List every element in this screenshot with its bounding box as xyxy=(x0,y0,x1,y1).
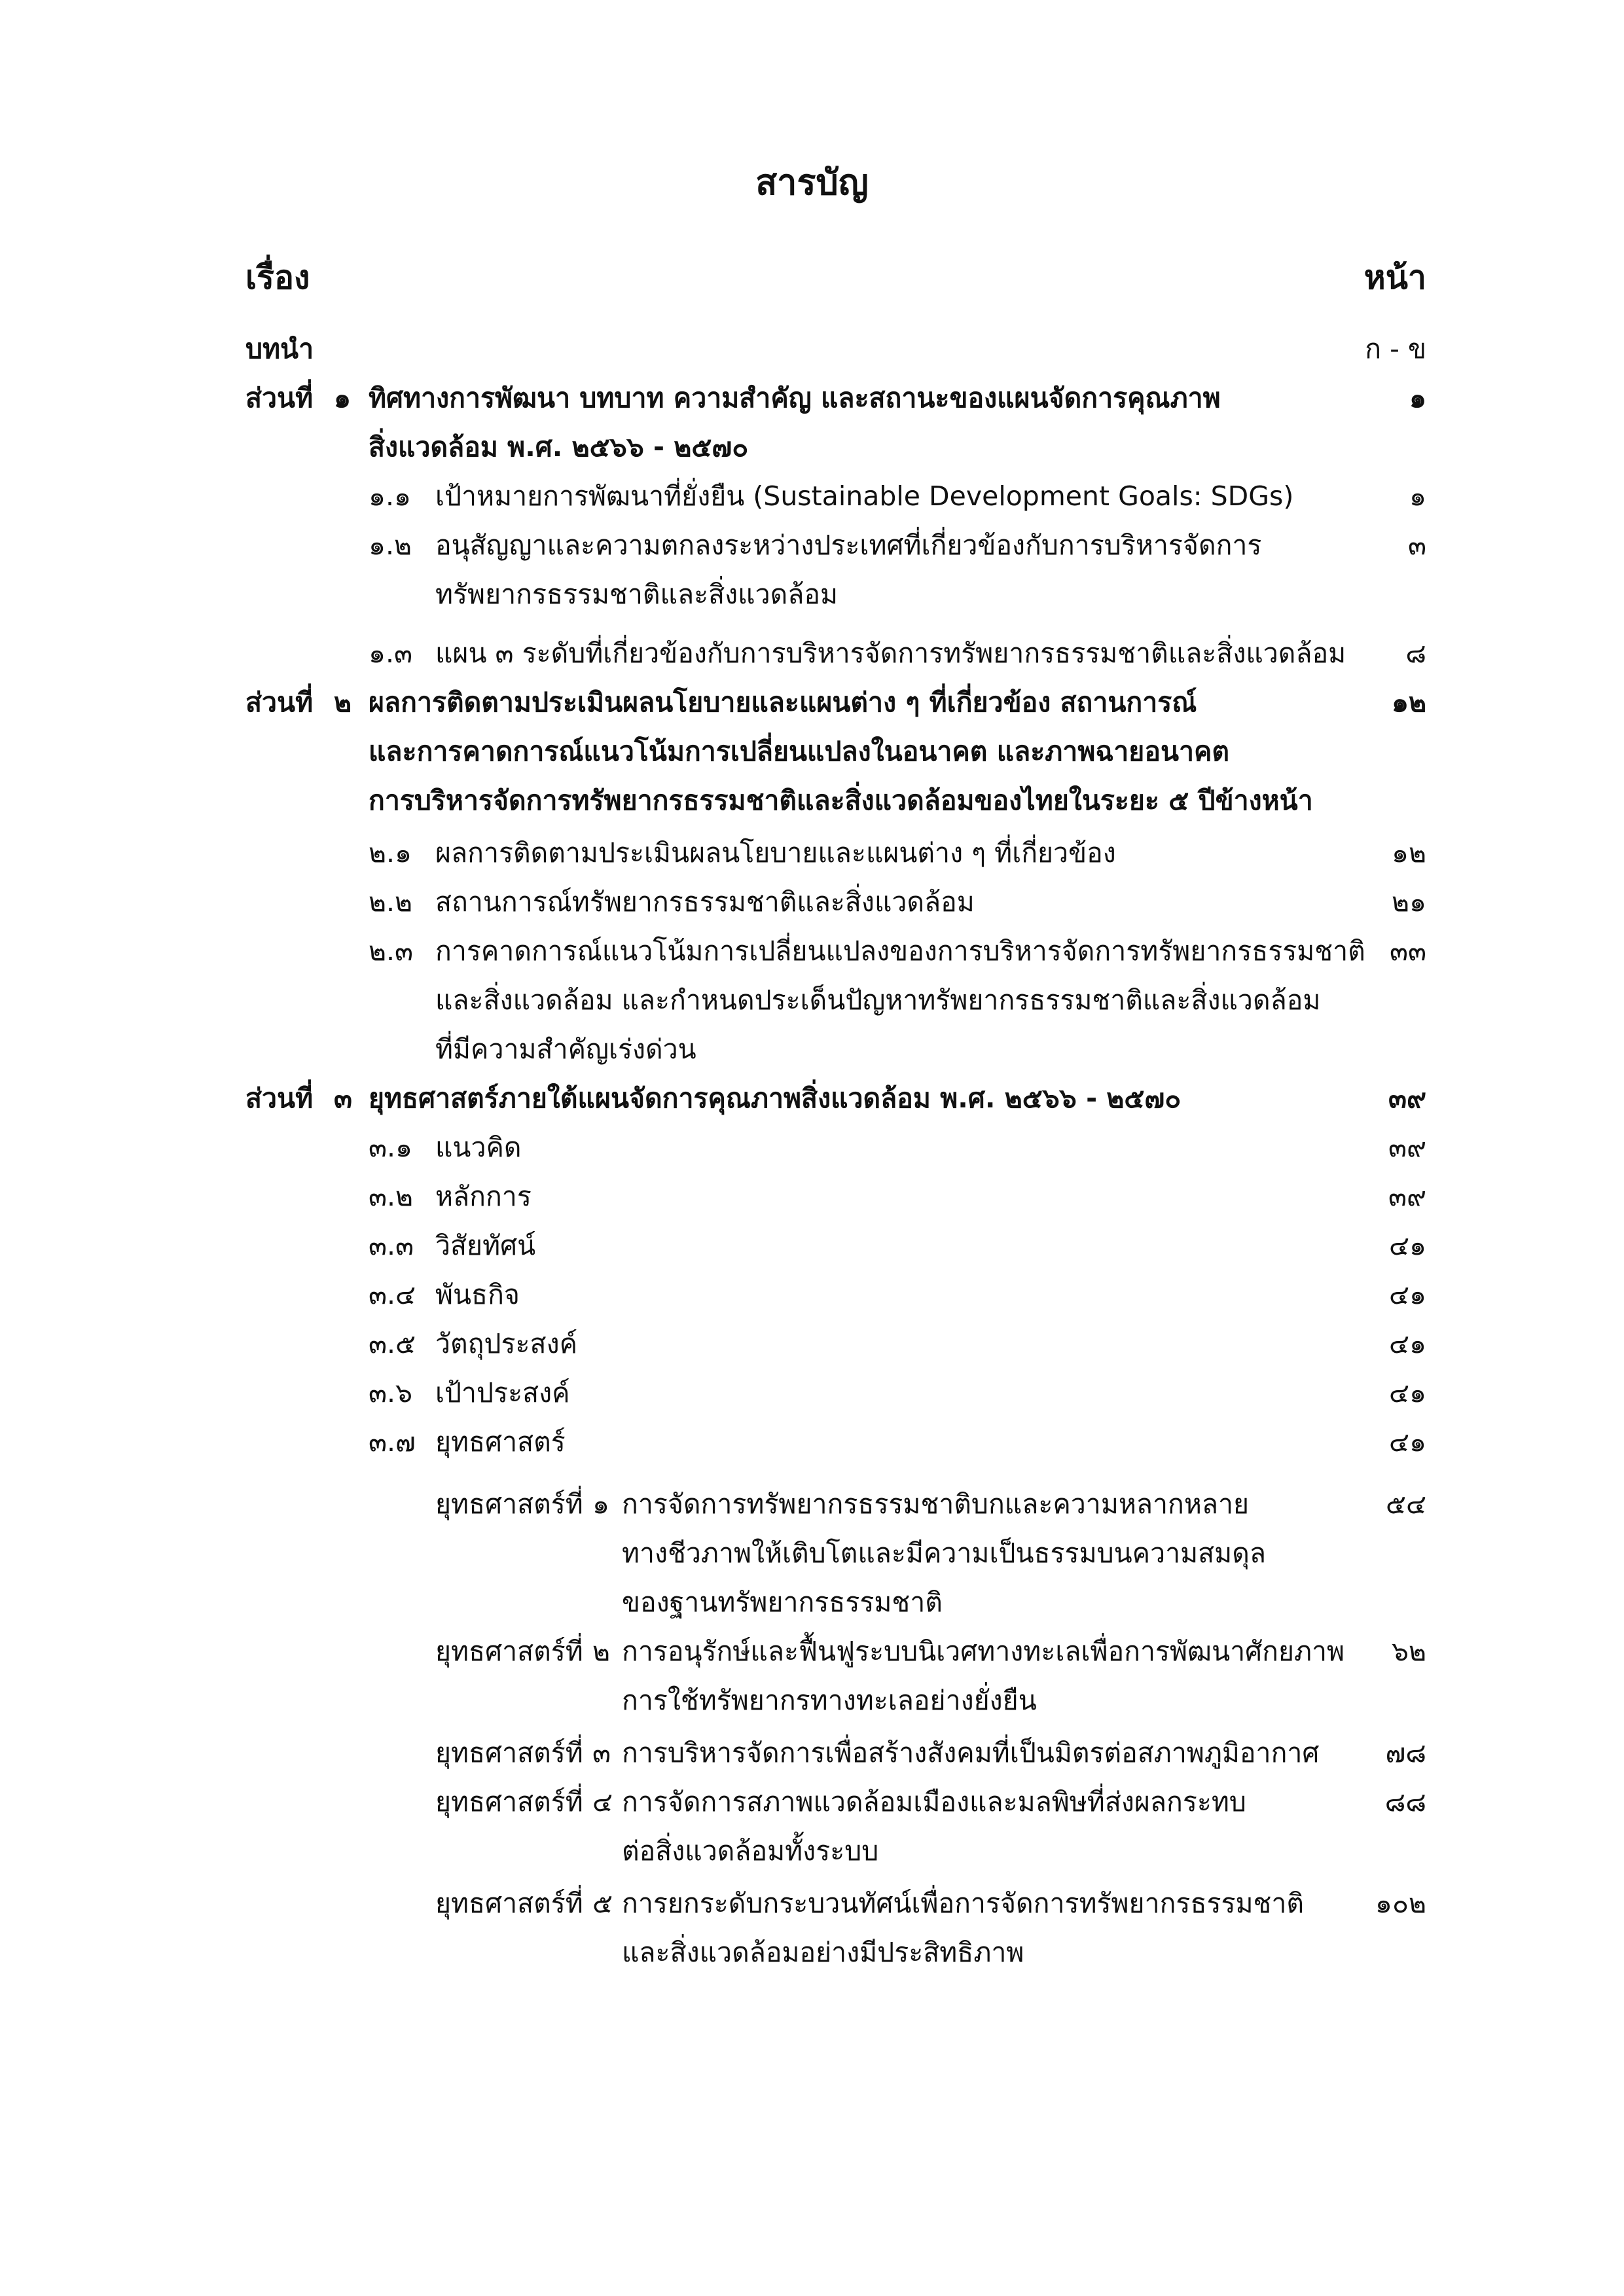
entry-title-line: การจัดการสภาพแวดล้อมเมืองและมลพิษที่ส่งผลกระทบ xyxy=(622,1786,1246,1818)
entry-title-line: อนุสัญญาและความตกลงระหว่างประเทศที่เกี่ยวข้องกับการบริหารจัดการ xyxy=(435,529,1262,561)
page-number: ๕๔ xyxy=(1385,1488,1426,1520)
page-number: ๘๘ xyxy=(1384,1786,1426,1818)
page-title: สารบัญ xyxy=(755,162,869,203)
page-number: ๓๙ xyxy=(1388,1181,1426,1212)
entry-title-line: แนวคิด xyxy=(435,1132,522,1163)
entry-label: บทนำ xyxy=(245,333,314,365)
entry-number: ๓.๕ xyxy=(369,1328,416,1359)
entry-title-line: ยุทธศาสตร์ภายใต้แผนจัดการคุณภาพสิ่งแวดล้อม พ.ศ. ๒๕๖๖ - ๒๕๗๐ xyxy=(369,1083,1182,1114)
entry-title-line: แผน ๓ ระดับที่เกี่ยวข้องกับการบริหารจัดการทรัพยากรธรรมชาติและสิ่งแวดล้อม xyxy=(435,637,1346,669)
entry-title-line: การยกระดับกระบวนทัศน์เพื่อการจัดการทรัพยากรธรรมชาติ xyxy=(622,1888,1305,1919)
page-number: ก - ข xyxy=(1365,333,1426,365)
entry-title-line: ทิศทางการพัฒนา บทบาท ความสำคัญ และสถานะของแผนจัดการคุณภาพ xyxy=(369,382,1221,414)
page-number: ๑๒ xyxy=(1391,837,1426,869)
strategy-label: ยุทธศาสตร์ที่ xyxy=(435,1737,583,1768)
entry-number: ๓.๗ xyxy=(369,1426,416,1458)
strategy-number: ๕ xyxy=(592,1888,613,1919)
entry-title-line: การจัดการทรัพยากรธรรมชาติบกและความหลากหลาย xyxy=(622,1488,1250,1520)
strategy-number: ๔ xyxy=(592,1786,613,1818)
entry-number: ๓.๓ xyxy=(369,1230,414,1261)
entry-title-line: การบริหารจัดการเพื่อสร้างสังคมที่เป็นมิตรต่อสภาพภูมิอากาศ xyxy=(622,1737,1320,1768)
strategy-label: ยุทธศาสตร์ที่ xyxy=(435,1888,583,1919)
page-number: ๖๒ xyxy=(1391,1636,1426,1667)
entry-number: ๒ xyxy=(334,687,352,718)
entry-title-line: และสิ่งแวดล้อม และกำหนดประเด็นปัญหาทรัพยากรธรรมชาติและสิ่งแวดล้อม xyxy=(435,984,1321,1016)
page-number: ๒๑ xyxy=(1391,886,1426,918)
strategy-label: ยุทธศาสตร์ที่ xyxy=(435,1786,583,1818)
page-number: ๓๙ xyxy=(1388,1083,1426,1114)
page-number: ๑ xyxy=(1409,382,1426,414)
entry-number: ๓ xyxy=(334,1083,353,1114)
page-number: ๔๑ xyxy=(1388,1426,1426,1458)
entry-title-line: พันธกิจ xyxy=(435,1279,520,1310)
entry-label: ส่วนที่ xyxy=(245,382,314,414)
entry-title-line: ผลการติดตามประเมินผลนโยบายและแผนต่าง ๆ ที่เกี่ยวข้อง xyxy=(435,837,1116,869)
column-header-topic: เรื่อง xyxy=(245,259,310,296)
entry-number: ๑.๓ xyxy=(369,637,413,669)
strategy-number: ๓ xyxy=(592,1737,611,1768)
entry-number: ๑ xyxy=(334,382,352,414)
page-number: ๔๑ xyxy=(1388,1279,1426,1310)
page-number: ๗๘ xyxy=(1385,1737,1426,1768)
strategy-label: ยุทธศาสตร์ที่ xyxy=(435,1488,583,1520)
entry-title-line: เป้าประสงค์ xyxy=(435,1377,570,1408)
entry-title-line: การคาดการณ์แนวโน้มการเปลี่ยนแปลงของการบริหารจัดการทรัพยากรธรรมชาติ xyxy=(435,935,1365,967)
entry-title-line: เป้าหมายการพัฒนาที่ยั่งยืน (Sustainable Development Goals: SDGs) xyxy=(435,480,1294,512)
entry-title-line: ของฐานทรัพยากรธรรมชาติ xyxy=(622,1587,943,1618)
entry-number: ๑.๒ xyxy=(369,529,412,561)
entry-number: ๓.๑ xyxy=(369,1132,413,1163)
page-number: ๓ xyxy=(1407,529,1426,561)
entry-title-line: วิสัยทัศน์ xyxy=(435,1230,536,1261)
entry-number: ๓.๖ xyxy=(369,1377,413,1408)
strategy-label: ยุทธศาสตร์ที่ xyxy=(435,1636,583,1667)
entry-number: ๒.๓ xyxy=(369,935,414,967)
page-number: ๑ xyxy=(1409,480,1426,512)
entry-number: ๒.๑ xyxy=(369,837,412,869)
entry-title-line: การอนุรักษ์และฟื้นฟูระบบนิเวศทางทะเลเพื่อการพัฒนาศักยภาพ xyxy=(622,1636,1345,1667)
entry-title-line: หลักการ xyxy=(435,1181,532,1212)
page-number: ๔๑ xyxy=(1388,1377,1426,1408)
page-number: ๑๐๒ xyxy=(1375,1888,1426,1919)
entry-title-line: สถานการณ์ทรัพยากรธรรมชาติและสิ่งแวดล้อม xyxy=(435,886,975,918)
entry-title-line: ต่อสิ่งแวดล้อมทั้งระบบ xyxy=(622,1835,879,1867)
strategy-number: ๒ xyxy=(592,1636,611,1667)
entry-title-line: ยุทธศาสตร์ xyxy=(435,1426,566,1458)
column-header-page: หน้า xyxy=(1363,259,1426,296)
entry-title-line: สิ่งแวดล้อม พ.ศ. ๒๕๖๖ - ๒๕๗๐ xyxy=(369,431,749,463)
entry-title-line: และสิ่งแวดล้อมอย่างมีประสิทธิภาพ xyxy=(622,1937,1024,1968)
entry-number: ๑.๑ xyxy=(369,480,412,512)
entry-title-line: ทรัพยากรธรรมชาติและสิ่งแวดล้อม xyxy=(435,579,838,610)
entry-title-line: การบริหารจัดการทรัพยากรธรรมชาติและสิ่งแวดล้อมของไทยในระยะ ๕ ปีข้างหน้า xyxy=(369,785,1313,816)
entry-number: ๒.๒ xyxy=(369,886,413,918)
page-number: ๔๑ xyxy=(1388,1328,1426,1359)
page-number: ๓๙ xyxy=(1388,1132,1426,1163)
entry-number: ๓.๔ xyxy=(369,1279,416,1310)
entry-label: ส่วนที่ xyxy=(245,1083,314,1114)
entry-title-line: ทางชีวภาพให้เติบโตและมีความเป็นธรรมบนความสมดุล xyxy=(622,1537,1266,1569)
entry-title-line: และการคาดการณ์แนวโน้มการเปลี่ยนแปลงในอนาคต และภาพฉายอนาคต xyxy=(369,736,1230,767)
entry-title-line: ผลการติดตามประเมินผลนโยบายและแผนต่าง ๆ ที่เกี่ยวข้อง สถานการณ์ xyxy=(369,687,1197,718)
entry-title-line: วัตถุประสงค์ xyxy=(435,1328,578,1359)
page-number: ๑๒ xyxy=(1391,687,1426,718)
entry-title-line: ที่มีความสำคัญเร่งด่วน xyxy=(435,1033,696,1065)
entry-label: ส่วนที่ xyxy=(245,687,314,718)
page-number: ๘ xyxy=(1405,637,1426,669)
strategy-number: ๑ xyxy=(592,1488,610,1520)
page-number: ๔๑ xyxy=(1388,1230,1426,1261)
page-number: ๓๓ xyxy=(1389,935,1426,967)
entry-title-line: การใช้ทรัพยากรทางทะเลอย่างยั่งยืน xyxy=(622,1685,1037,1716)
entry-number: ๓.๒ xyxy=(369,1181,414,1212)
